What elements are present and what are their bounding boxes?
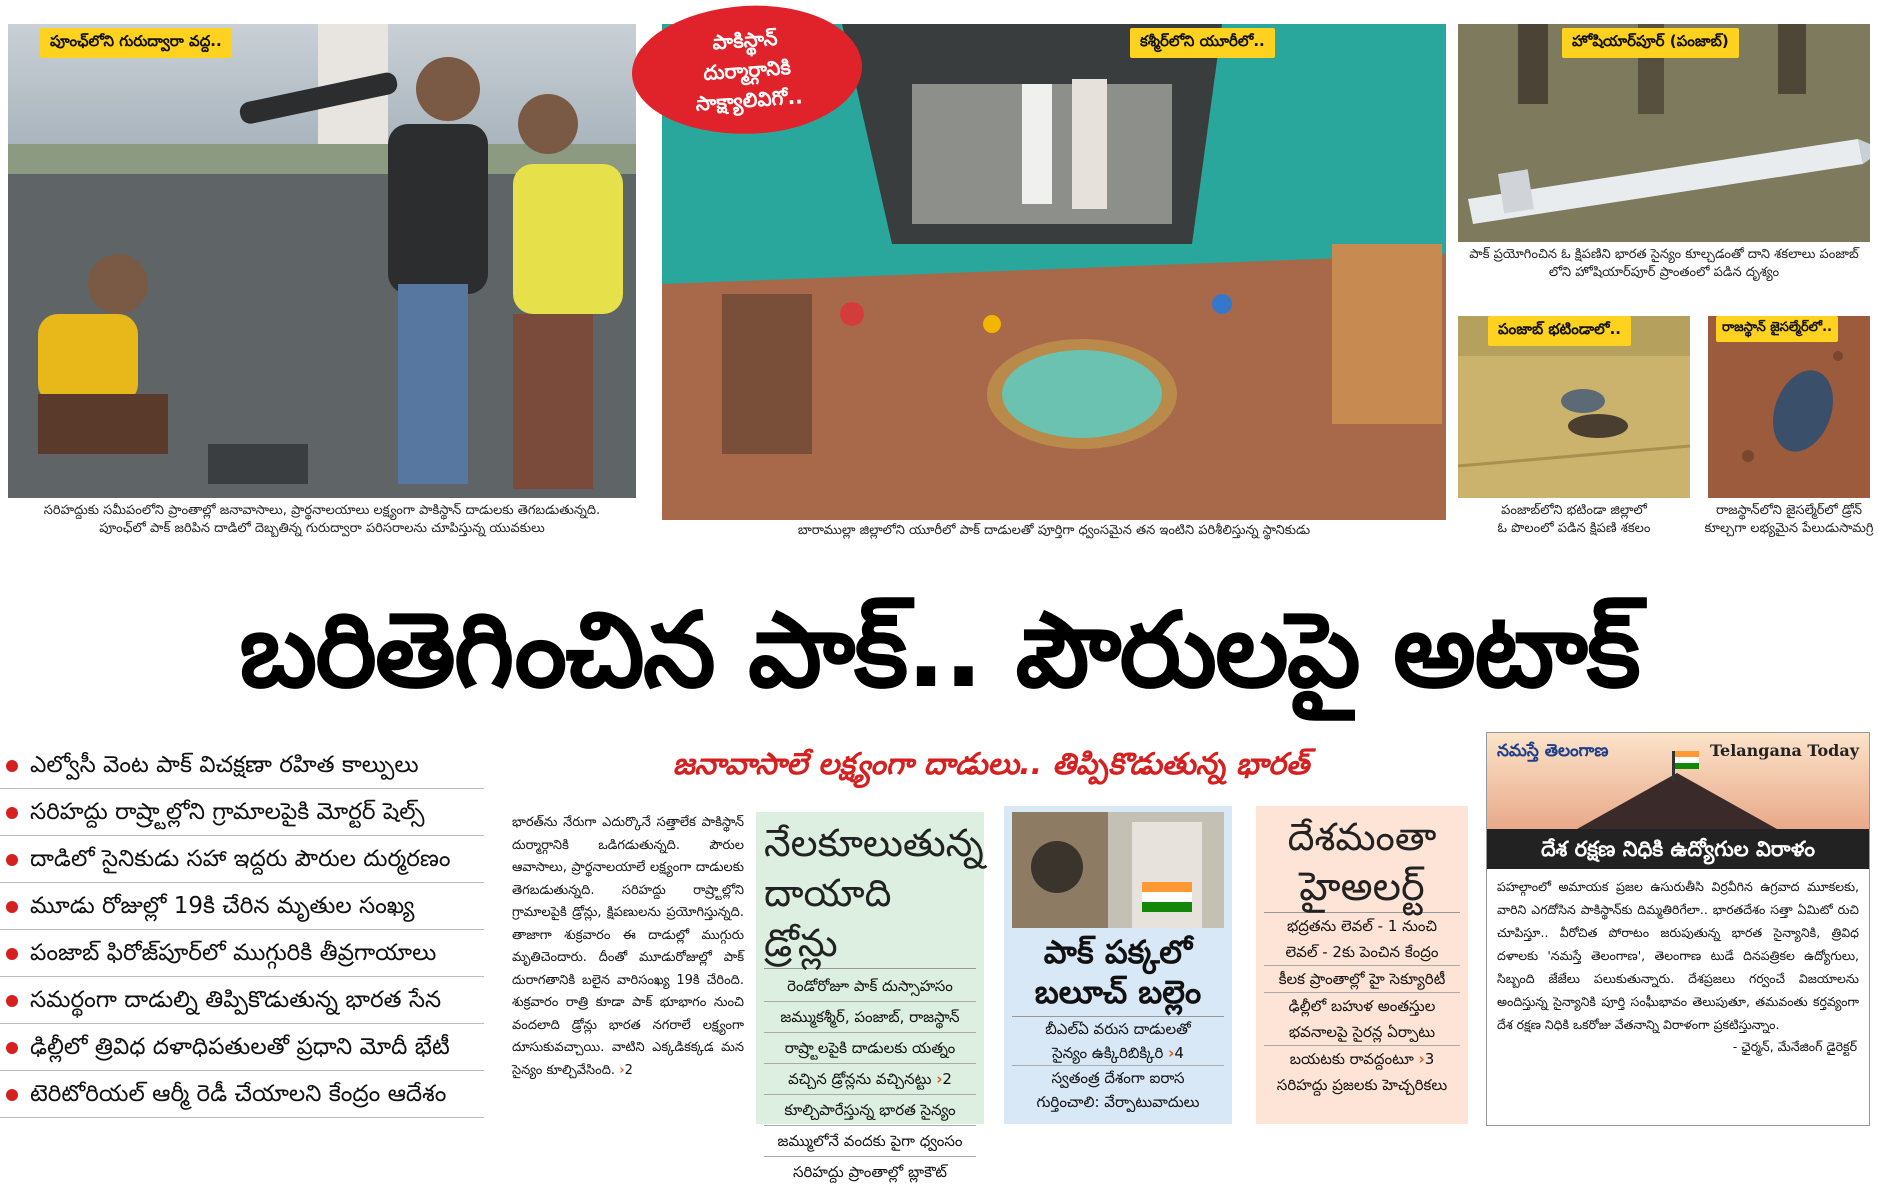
- alert-box-line: లెవల్ - 2కు పెంచిన కేంద్రం: [1264, 939, 1460, 966]
- highlight-item: ఎల్వోసీ వెంట పాక్ విచక్షణా రహిత కాల్పులు: [0, 742, 484, 789]
- hoshiarpur-photo-caption: [1458, 246, 1870, 282]
- bathinda-missile-photo: [1458, 316, 1690, 498]
- jaisalmer-caption-line-2: కూల్చగా లభ్యమైన పేలుడుసామగ్రి: [1704, 521, 1874, 536]
- poonch-photo-tag: పూంఛ్‌లోని గురుద్వారా వద్ద..: [40, 28, 232, 58]
- highlights-list: [0, 742, 484, 1118]
- evidence-badge-text: పాకిస్థాన్ దుర్మార్గానికి సాక్ష్యాలివిగో..: [694, 25, 804, 116]
- jaisalmer-explosive-photo: [1708, 316, 1870, 498]
- baloch-box-line: [1012, 1041, 1224, 1066]
- baloch-box-line: బీఎల్ఏ వరుస దాడులతో: [1045, 1020, 1191, 1038]
- jaisalmer-scene-illustration: [1708, 316, 1870, 498]
- lead-article-text: భారత్‌ను నేరుగా ఎదుర్కొనే సత్తాలేక పాకిస్థాన్ దుర్మార్గానికి ఒడిగడుతున్నది. పౌరుల ఆవాసాలు, ప్రార్థనాలయాలే లక్ష్యంగా దాడులకు తెగబడుతున్నది. సరిహద్దు రాష్ర్టాల్లోని గ్రామాలపైకి డ్రోన్లు, క్షిపణులను ప్రయోగిస్తున్నది. తాజాగా శుక్రవారం ఈ దాడుల్లో ముగ్గురు మృతిచెందారు. దీంతో మూడురోజుల్లో పాక్ దురాగతానికి బలైన వారిసంఖ్య 19కి చేరింది. శుక్రవారం రాత్రి కూడా పాక్ భూభాగం నుంచి వందలాది డ్రోన్లు భారత నగరాలే లక్ష్యంగా దూసుకువచ్చాయి. వాటిని ఎక్కడికక్కడ మన సైన్యం కూల్చివేసింది.: [512, 815, 744, 1078]
- alert-box-line: సరిహద్దు ప్రజలకు హెచ్చరికలు: [1276, 1076, 1448, 1094]
- bathinda-photo-caption: [1458, 502, 1690, 538]
- drones-box-line: [764, 1064, 976, 1095]
- hoshiarpur-caption-line-2: లోని హోషియార్‌పూర్ ప్రాంతంలో పడిన దృశ్యం: [1548, 265, 1780, 280]
- bathinda-photo-tag: పంజాబ్ భటిండాలో..: [1488, 316, 1631, 346]
- alert-box-page-ref: 3: [1424, 1050, 1435, 1068]
- highlight-item: మూడు రోజుల్లో 19కి చేరిన మృతుల సంఖ్య: [0, 883, 484, 930]
- kashmir-photo-tag: కశ్మీర్‌లోని యూరీలో..: [1130, 28, 1275, 58]
- poonch-caption-line-2: పూంఛ్‌లో పాక్ జరిపిన దాడిలో దెబ్బతిన్న గురుద్వారా పరిసరాలను చూపిస్తున్న యువకులు: [99, 521, 545, 536]
- alert-box-line: భవనాలపై సైరన్ల ఏర్పాటు: [1264, 1019, 1460, 1046]
- lead-article-page-ref: 2: [624, 1062, 633, 1078]
- jaisalmer-photo-tag: రాజస్థాన్ జైసల్మేర్‌లో..: [1716, 316, 1838, 342]
- baloch-box-line: స్వతంత్ర దేశంగా ఐరాస: [1051, 1069, 1185, 1087]
- drones-box-line-text: వచ్చిన డ్రోన్లను వచ్చినట్టు: [788, 1070, 932, 1088]
- alert-box: [1256, 806, 1468, 1124]
- highlight-item: సరిహద్దు రాష్ర్టాల్లోని గ్రామాలపైకి మోర్టర్ షెల్స్: [0, 789, 484, 836]
- page-ref-arrow-icon: ›: [1418, 1050, 1425, 1068]
- baloch-box-line-text: సైన్యం ఉక్కిరిబిక్కిరి: [1052, 1044, 1164, 1062]
- baloch-box-page-ref: 4: [1174, 1044, 1184, 1062]
- drones-box-line: రెండోరోజూ పాక్ దుస్సాహసం: [764, 971, 976, 1002]
- alert-box-title-line-1: దేశమంతా: [1287, 815, 1437, 859]
- lead-article: [512, 812, 744, 1082]
- alert-box-line: ఢిల్లీలో బహుళ అంతస్తుల: [1288, 997, 1436, 1015]
- subheadline: జనావాసాలే లక్ష్యంగా దాడులు.. తిప్పికొడుతున్న భారత్: [672, 747, 1310, 782]
- drones-box-line: జమ్ములోనే వందకు పైగా ధ్వంసం: [764, 1126, 976, 1157]
- bathinda-caption-line-2: ఓ పొలంలో పడిన క్షిపణి శకలం: [1497, 521, 1651, 536]
- hoshiarpur-missile-photo: [1458, 24, 1870, 242]
- drones-box-line: రాష్ర్టాలపైకి దాడులకు యత్నం: [764, 1033, 976, 1064]
- baloch-box-title-line-1: పాక్ పక్కలో: [1043, 933, 1193, 971]
- promo-brand-english: Telangana Today: [1709, 741, 1859, 760]
- highlight-item: సమర్థంగా దాడుల్ని తిప్పికొడుతున్న భారత సేన: [0, 977, 484, 1024]
- alert-box-line-text: బయటకు రావద్దంటూ: [1289, 1050, 1414, 1068]
- highlight-item: ఢిల్లీలో త్రివిధ దళాధిపతులతో ప్రధాని మోదీ భేటీ: [0, 1024, 484, 1071]
- drones-box-line: సరిహద్దు ప్రాంతాల్లో బ్లాకౌట్: [792, 1163, 947, 1181]
- baloch-photo: [1012, 812, 1224, 928]
- highlight-item: దాడిలో సైనికుడు సహా ఇద్దరు పౌరుల దుర్మరణం: [0, 836, 484, 883]
- kashmir-photo-caption: బారాముల్లా జిల్లాలోని యూరీలో పాక్ దాడులతో పూర్తిగా ధ్వంసమైన తన ఇంటిని పరిశీలిస్తున్న స్థానికుడు: [797, 523, 1311, 538]
- photo-row: [0, 0, 1878, 560]
- promo-signature: - ఛైర్మన్, మేనేజింగ్ డైరెక్టర్: [1732, 1039, 1857, 1054]
- baloch-scene-illustration: [1012, 812, 1224, 928]
- alert-box-title-line-2: హైఅలర్ట్: [1264, 862, 1460, 913]
- bathinda-caption-line-1: పంజాబ్‌లోని భటిండా జిల్లాలో: [1501, 503, 1647, 518]
- main-headline: బరితెగించిన పాక్.. పౌరులపై అటాక్: [239, 589, 1639, 711]
- page-ref-arrow-icon: ›: [1168, 1044, 1175, 1062]
- drones-box: [756, 812, 984, 1181]
- drones-box-line: కూల్చిపారేస్తున్న భారత సైన్యం: [764, 1095, 976, 1126]
- alert-box-line: [1264, 1046, 1460, 1072]
- poonch-caption-line-1: సరిహద్దుకు సమీపంలోని ప్రాంతాల్లో జనావాసాలు, ప్రార్థనాలయాలు లక్ష్యంగా పాకిస్థాన్ దాడులకు తెగబడుతున్నది.: [43, 503, 601, 518]
- drones-box-title-line-1: నేలకూలుతున్న: [764, 821, 984, 865]
- promo-brand-telugu: నమస్తే తెలంగాణ: [1497, 741, 1609, 761]
- hoshiarpur-caption-line-1: పాక్ ప్రయోగించిన ఓ క్షిపణిని భారత సైన్యం కూల్చడంతో దాని శకలాలు పంజాబ్: [1469, 247, 1859, 262]
- promo-text: పహల్గాంలో అమాయక ప్రజల ఉసురుతీసి విర్రవీగిన ఉగ్రవాద మూకలకు, వారిని ఎగదోసిన పాకిస్థాన్‌కు దిమ్మతిరిగేలా.. భారతదేశం సత్తా ఏమిటో రుచి చూపిస్తూ.. వీరోచిత పోరాటం జరుపుతున్న భారత సైన్యానికి, త్రివిధ దళాలకు 'నమస్తే తెలంగాణ', తెలంగాణ టుడే దినపత్రికల ఉద్యోగులు, సిబ్బంది జేజేలు పలుకుతున్నారు. దేశప్రజలు గర్వంచే విజయాలను అందిస్తున్న సైన్యానికి పూర్తి సంఘీభావం తెలుపుతూ, తమవంతు కర్తవ్యంగా దేశ రక్షణ నిధికి ఒకరోజు వేతనాన్ని విరాళంగా ప్రకటిస్తున్నాం.: [1497, 879, 1859, 1032]
- page-ref-arrow-icon: ›: [936, 1070, 943, 1088]
- jaisalmer-photo-caption: [1700, 502, 1878, 538]
- drones-box-line: జమ్ముకశ్మీర్, పంజాబ్, రాజస్థాన్: [764, 1002, 976, 1033]
- page-ref-arrow-icon: ›: [619, 1062, 625, 1078]
- alert-box-line: భద్రతను లెవల్ - 1 నుంచి: [1286, 917, 1437, 935]
- poonch-gurudwara-photo: [8, 24, 636, 498]
- highlight-item: టెరిటోరియల్ ఆర్మీ రెడీ చేయాలని కేంద్రం ఆదేశం: [0, 1071, 484, 1118]
- baloch-box-title-line-2: బలూచ్ బల్లెం: [1012, 972, 1224, 1017]
- baloch-box: [1004, 806, 1232, 1124]
- poonch-scene-illustration: [8, 24, 636, 498]
- drones-box-page-ref: 2: [942, 1070, 952, 1088]
- jaisalmer-caption-line-1: రాజస్థాన్‌లోని జైసల్మేర్‌లో డ్రోన్: [1715, 503, 1863, 518]
- alert-box-line: కీలక ప్రాంతాల్లో హై సెక్యూరిటీ: [1264, 966, 1460, 993]
- highlight-item: పంజాబ్ ఫిరోజ్‌పూర్‌లో ముగ్గురికి తీవ్రగాయాలు: [0, 930, 484, 977]
- baloch-box-line: గుర్తించాలి: వేర్పాటువాదులు: [1036, 1093, 1200, 1111]
- promo-banner: [1487, 733, 1869, 829]
- hoshiarpur-photo-tag: హోషియార్‌పూర్ (పంజాబ్): [1562, 28, 1739, 58]
- promo-box: [1486, 732, 1870, 1126]
- poonch-photo-caption: [8, 502, 636, 538]
- promo-title: దేశ రక్షణ నిధికి ఉద్యోగుల విరాళం: [1487, 829, 1869, 869]
- drones-box-title-line-2: దాయాది డ్రోన్లు: [764, 868, 976, 969]
